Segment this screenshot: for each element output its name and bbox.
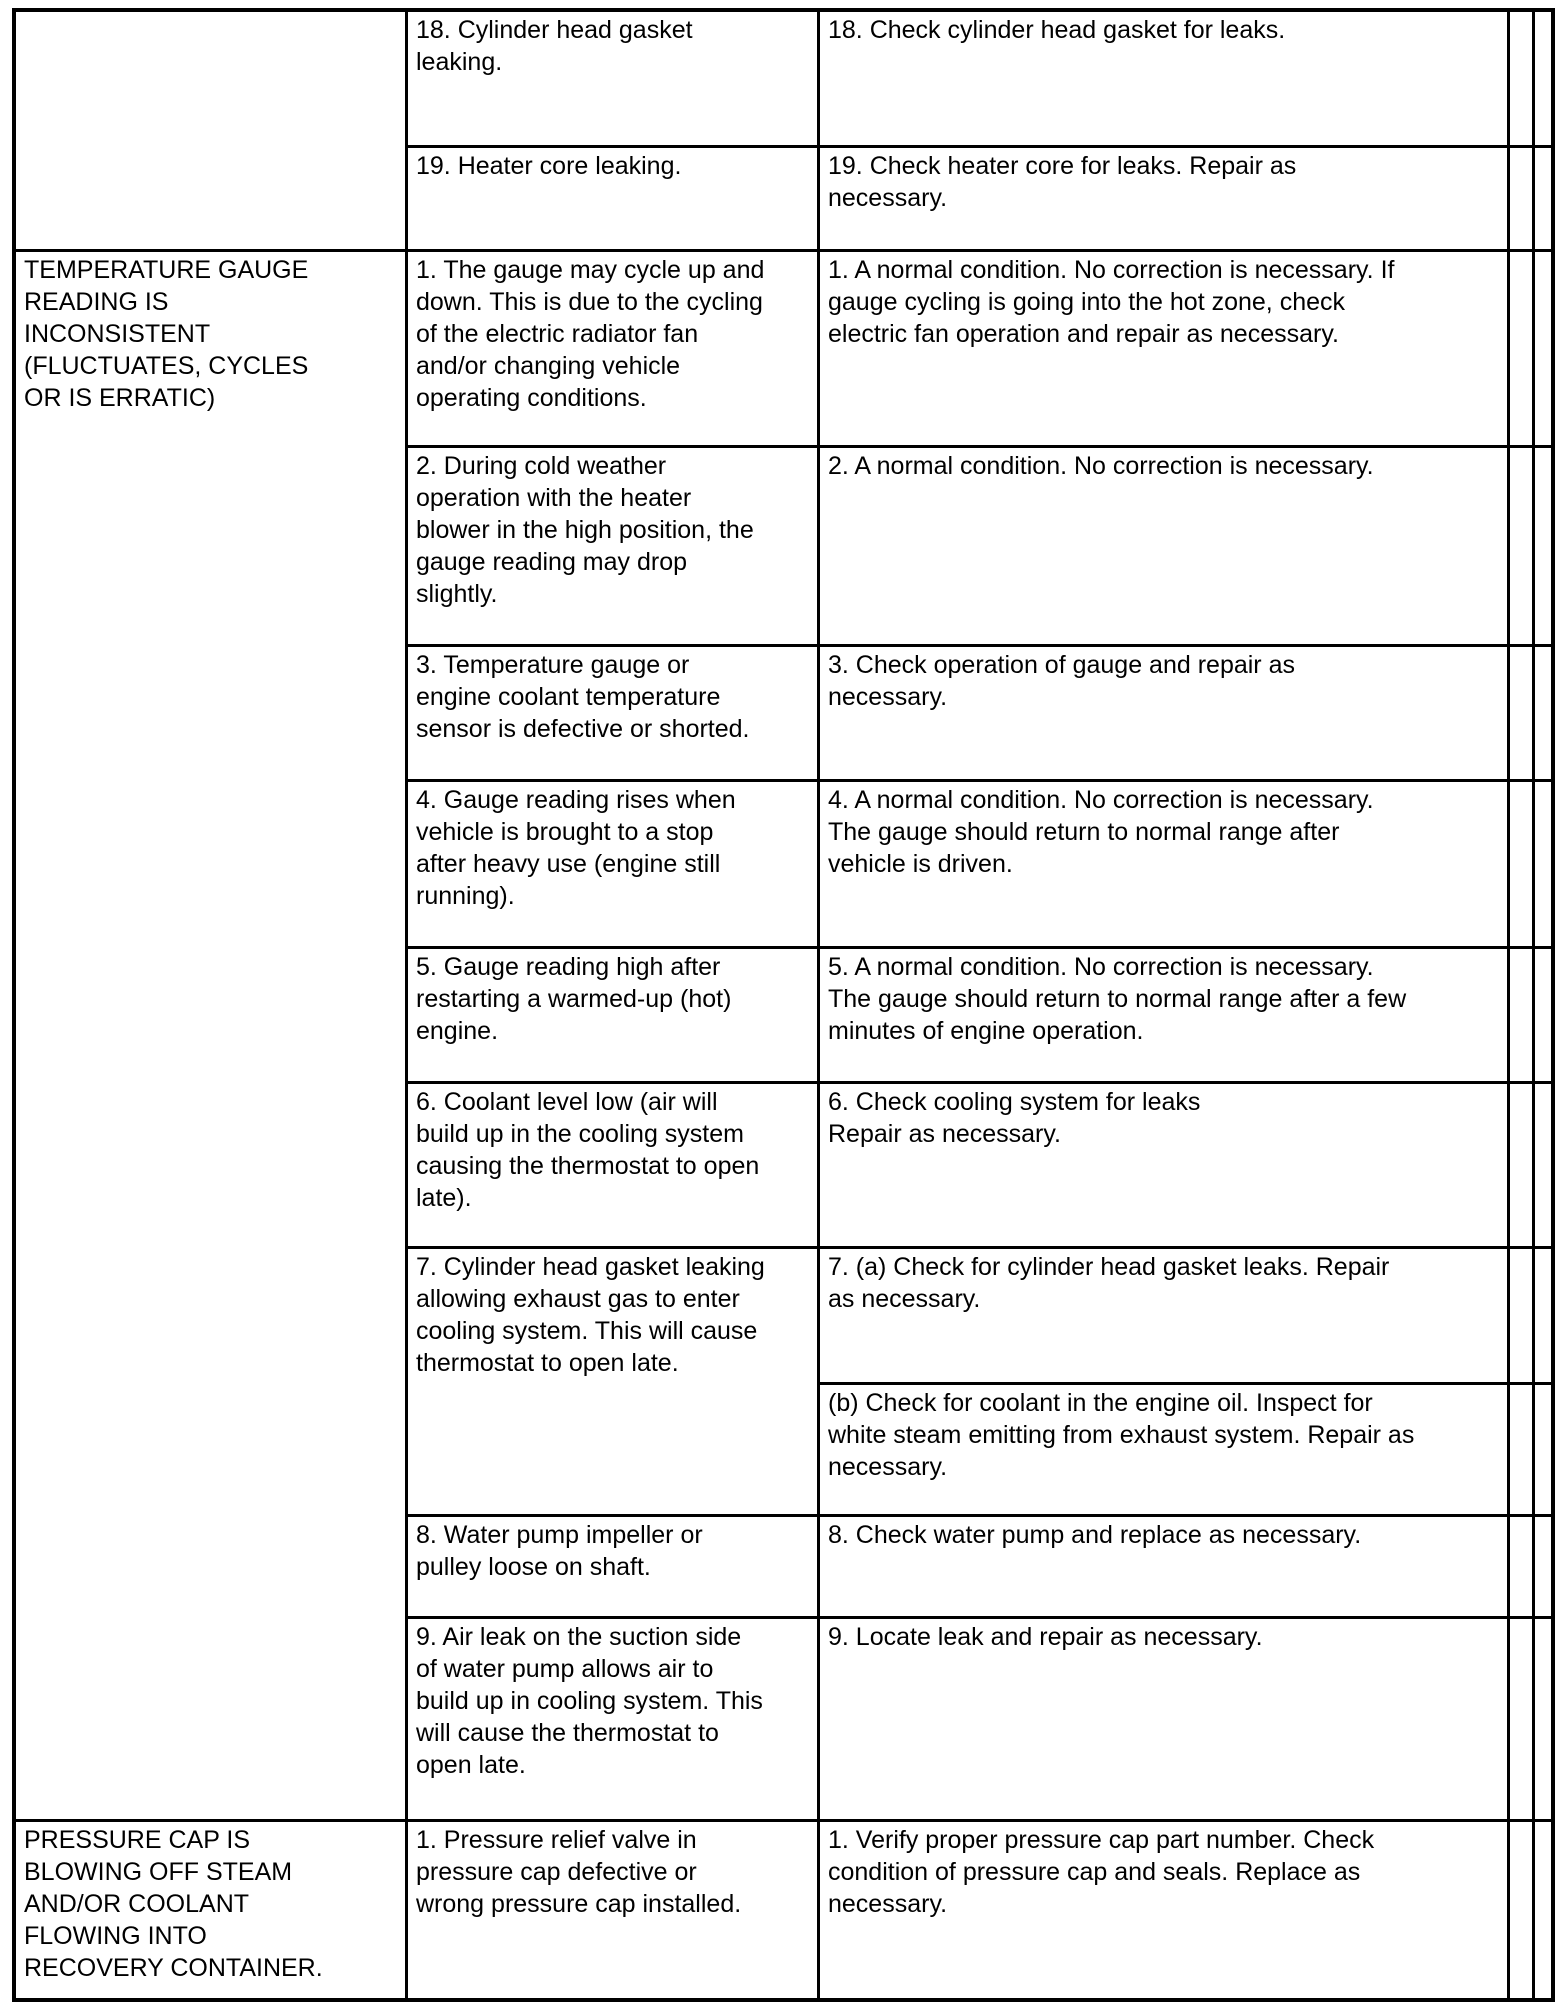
row-rule (406, 644, 1553, 647)
cause-cell: 5. Gauge reading high after restarting a warmed-up (hot) engine. (416, 953, 732, 1045)
cause-cell: 18. Cylinder head gasket leaking. (416, 16, 693, 76)
row-rule (406, 1819, 1553, 1822)
check-cell (1508, 780, 1533, 947)
row-rule (406, 1246, 1553, 1249)
check-cell (1508, 1820, 1533, 2000)
correction-cell: 1. Verify proper pressure cap part number. Check condition of pressure cap and seals. Replace as necessary. (828, 1826, 1375, 1918)
correction-cell: 18. Check cylinder head gasket for leaks. (828, 16, 1286, 44)
check-cell (1533, 780, 1553, 947)
cause-cell: 9. Air leak on the suction side of water pump allows air to build up in cooling system. This will cause the thermostat to open late. (416, 1623, 763, 1779)
check-cell (1533, 947, 1553, 1082)
table-border-right (1551, 10, 1555, 2000)
column-rule (1532, 10, 1535, 2000)
check-cell (1508, 1247, 1533, 1515)
correction-cell: 5. A normal condition. No correction is necessary. The gauge should return to normal range after a few minutes of engine operation. (828, 953, 1407, 1045)
correction-cell: 9. Locate leak and repair as necessary. (828, 1623, 1263, 1651)
check-cell (1508, 1617, 1533, 1820)
row-rule (406, 1081, 1553, 1084)
check-cell (1508, 645, 1533, 780)
column-rule (817, 10, 820, 2000)
cause-cell: 2. During cold weather operation with the heater blower in the high position, the gauge reading may drop slightly. (416, 452, 754, 608)
row-rule (406, 779, 1553, 782)
row-rule (406, 249, 1553, 252)
table-border-bottom (12, 1998, 1555, 2002)
section-rule (14, 249, 406, 252)
cause-cell: 7. Cylinder head gasket leaking allowing exhaust gas to enter cooling system. This will cause thermostat to open late. (416, 1253, 765, 1377)
row-rule (406, 145, 1553, 148)
table-border-top (12, 8, 1555, 12)
check-cell (1508, 10, 1533, 146)
row-rule (818, 1382, 1553, 1385)
check-cell (1533, 446, 1553, 645)
condition-cell (14, 12, 406, 248)
correction-cell: 2. A normal condition. No correction is necessary. (828, 452, 1374, 480)
check-cell (1508, 250, 1533, 446)
check-cell (1533, 146, 1553, 250)
check-cell (1508, 1515, 1533, 1617)
cause-cell: 19. Heater core leaking. (416, 152, 682, 180)
row-rule (406, 445, 1553, 448)
check-cell (1533, 1515, 1553, 1617)
condition-cell: PRESSURE CAP IS BLOWING OFF STEAM AND/OR COOLANT FLOWING INTO RECOVERY CONTAINER. (24, 1826, 323, 1982)
correction-cell: 19. Check heater core for leaks. Repair as necessary. (828, 152, 1297, 212)
table-border-left (12, 10, 16, 2000)
check-cell (1508, 446, 1533, 645)
check-cell (1508, 146, 1533, 250)
check-cell (1533, 645, 1553, 780)
correction-cell: 4. A normal condition. No correction is necessary. The gauge should return to normal range after vehicle is driven. (828, 786, 1374, 878)
cause-cell: 6. Coolant level low (air will build up in the cooling system causing the thermostat to open late). (416, 1088, 760, 1212)
column-rule (1507, 10, 1510, 2000)
row-rule (406, 946, 1553, 949)
check-cell (1533, 1082, 1553, 1247)
correction-cell: 8. Check water pump and replace as necessary. (828, 1521, 1362, 1549)
cause-cell: 1. The gauge may cycle up and down. This is due to the cycling of the electric radiator fan and/or changing vehicle operating conditions. (416, 256, 765, 412)
correction-cell: 7. (a) Check for cylinder head gasket leaks. Repair as necessary. (828, 1253, 1390, 1313)
check-cell (1533, 10, 1553, 146)
section-rule (14, 1819, 406, 1822)
column-rule (405, 10, 408, 2000)
correction-cell: 3. Check operation of gauge and repair as necessary. (828, 651, 1295, 711)
cause-cell: 1. Pressure relief valve in pressure cap defective or wrong pressure cap installed. (416, 1826, 742, 1918)
check-cell (1508, 947, 1533, 1082)
check-cell (1533, 250, 1553, 446)
check-cell (1533, 1617, 1553, 1820)
cause-cell: 3. Temperature gauge or engine coolant temperature sensor is defective or shorted. (416, 651, 750, 743)
correction-cell: 6. Check cooling system for leaks Repair as necessary. (828, 1088, 1201, 1148)
correction-cell: 1. A normal condition. No correction is necessary. If gauge cycling is going into the hot zone, check electric fan operation and repair as necessary. (828, 256, 1395, 348)
check-cell (1533, 1820, 1553, 2000)
cause-cell: 8. Water pump impeller or pulley loose on shaft. (416, 1521, 703, 1581)
row-rule (406, 1616, 1553, 1619)
cause-cell: 4. Gauge reading rises when vehicle is brought to a stop after heavy use (engine still running). (416, 786, 736, 910)
condition-cell: TEMPERATURE GAUGE READING IS INCONSISTENT (FLUCTUATES, CYCLES OR IS ERRATIC) (24, 256, 309, 412)
row-rule (406, 1514, 1553, 1517)
check-cell (1508, 1082, 1533, 1247)
correction-cell: (b) Check for coolant in the engine oil. Inspect for white steam emitting from exhaust system. Repair as necessary. (828, 1389, 1415, 1481)
check-cell (1533, 1247, 1553, 1515)
